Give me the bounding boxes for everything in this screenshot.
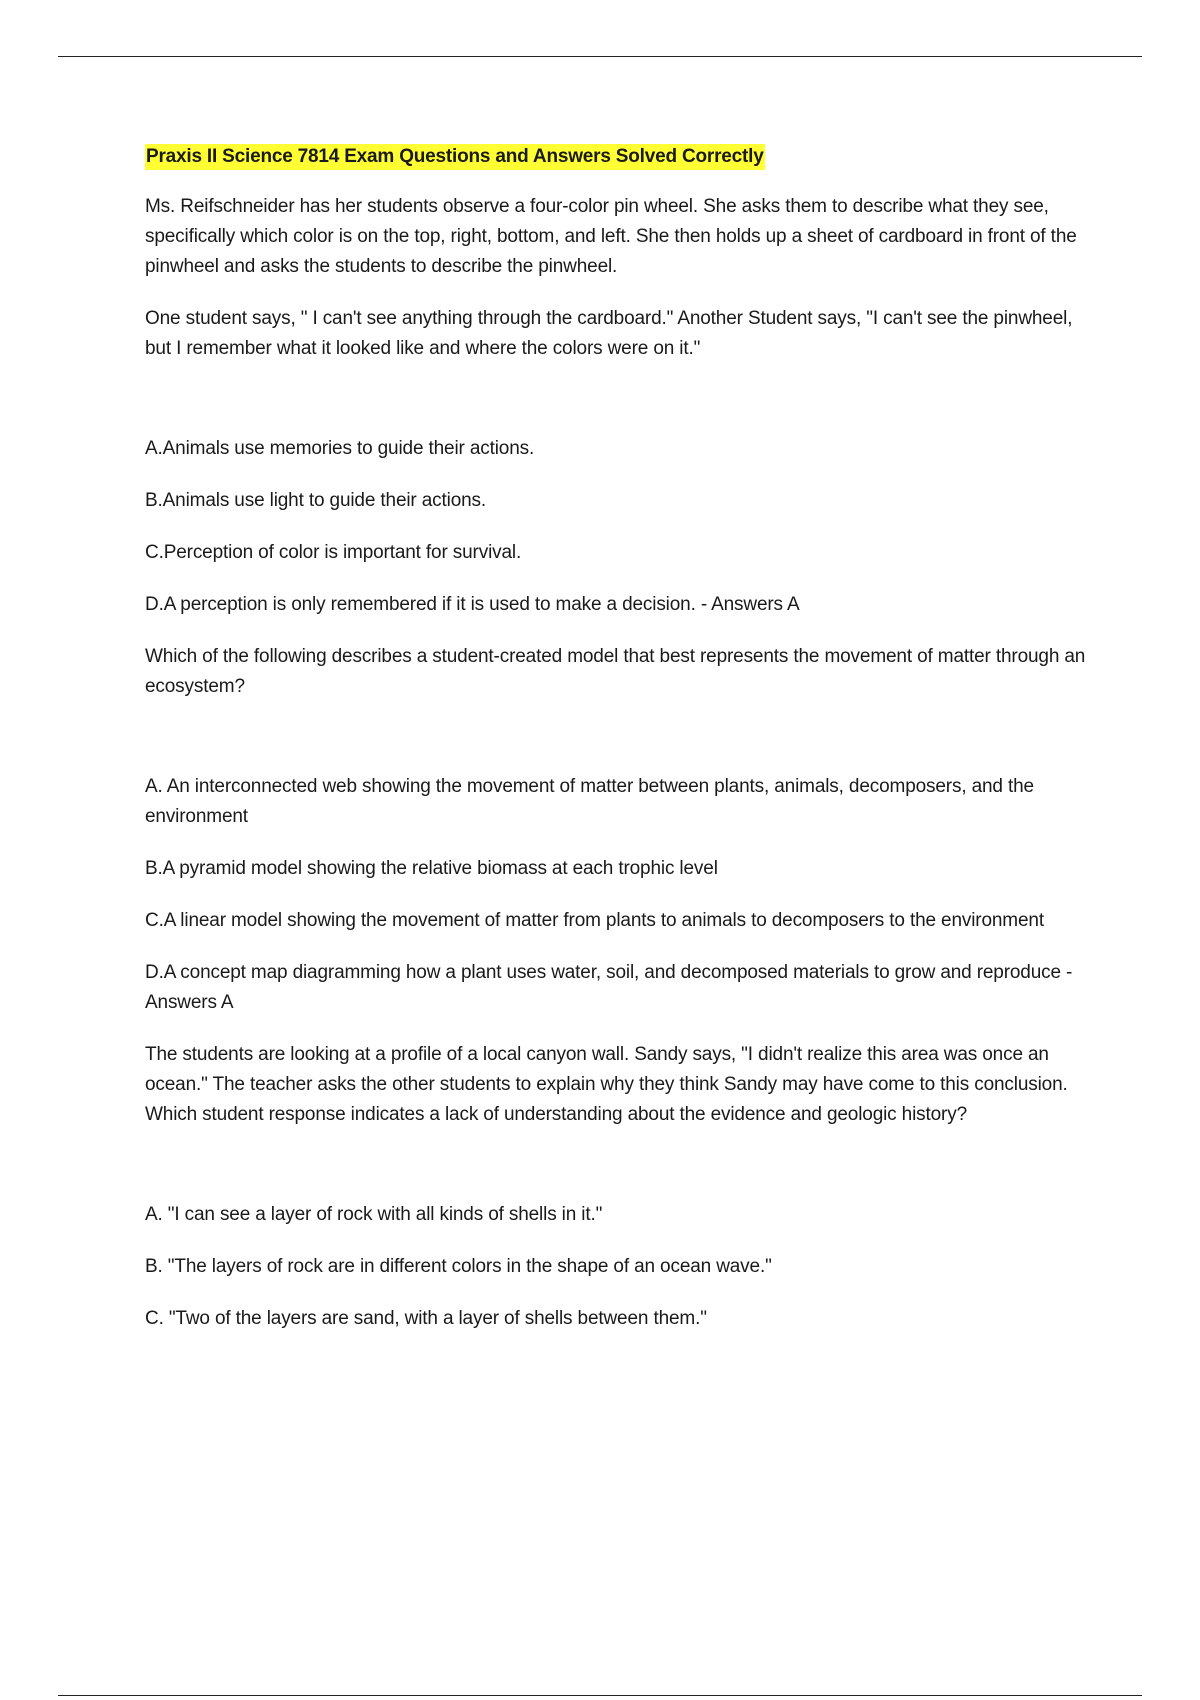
question-2-option-d: D.A concept map diagramming how a plant uses water, soil, and decomposed materials to grow and reproduce - Answers A bbox=[145, 962, 1073, 1013]
question-3-text: The students are looking at a profile of a local canyon wall. Sandy says, "I didn't realize this area was once an ocean." The teacher asks the other students to explain why they think Sandy may have come to this conclusion. Which student response indicates a lack of understanding about the evidence and geologic history? bbox=[145, 1044, 1068, 1125]
question-3-option-c: C. "Two of the layers are sand, with a layer of shells between them." bbox=[145, 1308, 707, 1329]
question-3-option-a: A. "I can see a layer of rock with all kinds of shells in it." bbox=[145, 1204, 603, 1225]
question-1-paragraph-1: Ms. Reifschneider has her students observe a four-color pin wheel. She asks them to describe what they see, specifically which color is on the top, right, bottom, and left. She then holds up a sheet of cardboard in front of the pinwheel and asks the students to describe the pinwheel. bbox=[145, 196, 1077, 277]
question-1-paragraph-2: One student says, " I can't see anything through the cardboard." Another Student says, "I can't see the pinwheel, but I remember what it looked like and where the colors were on it." bbox=[145, 308, 1073, 359]
spacer bbox=[145, 1152, 1090, 1200]
question-2-option-c: C.A linear model showing the movement of matter from plants to animals to decomposers to the environment bbox=[145, 910, 1044, 931]
document-body bbox=[145, 144, 1090, 1356]
question-2-option-b: B.A pyramid model showing the relative biomass at each trophic level bbox=[145, 858, 718, 879]
question-1-option-a: A.Animals use memories to guide their actions. bbox=[145, 438, 535, 459]
footer-rule bbox=[58, 1695, 1142, 1696]
document-title: Praxis II Science 7814 Exam Questions and Answers Solved Correctly bbox=[145, 144, 765, 170]
question-1-option-d: D.A perception is only remembered if it is used to make a decision. - Answers A bbox=[145, 594, 800, 615]
header-rule bbox=[58, 56, 1142, 57]
question-1-option-b: B.Animals use light to guide their actions. bbox=[145, 490, 487, 511]
question-2-option-a: A. An interconnected web showing the movement of matter between plants, animals, decomposers, and the environment bbox=[145, 776, 1034, 827]
question-1-option-c: C.Perception of color is important for survival. bbox=[145, 542, 522, 563]
spacer bbox=[145, 724, 1090, 772]
question-3-option-b: B. "The layers of rock are in different colors in the shape of an ocean wave." bbox=[145, 1256, 772, 1277]
question-2-text: Which of the following describes a student-created model that best represents the movement of matter through an ecosystem? bbox=[145, 646, 1086, 697]
spacer bbox=[145, 386, 1090, 434]
